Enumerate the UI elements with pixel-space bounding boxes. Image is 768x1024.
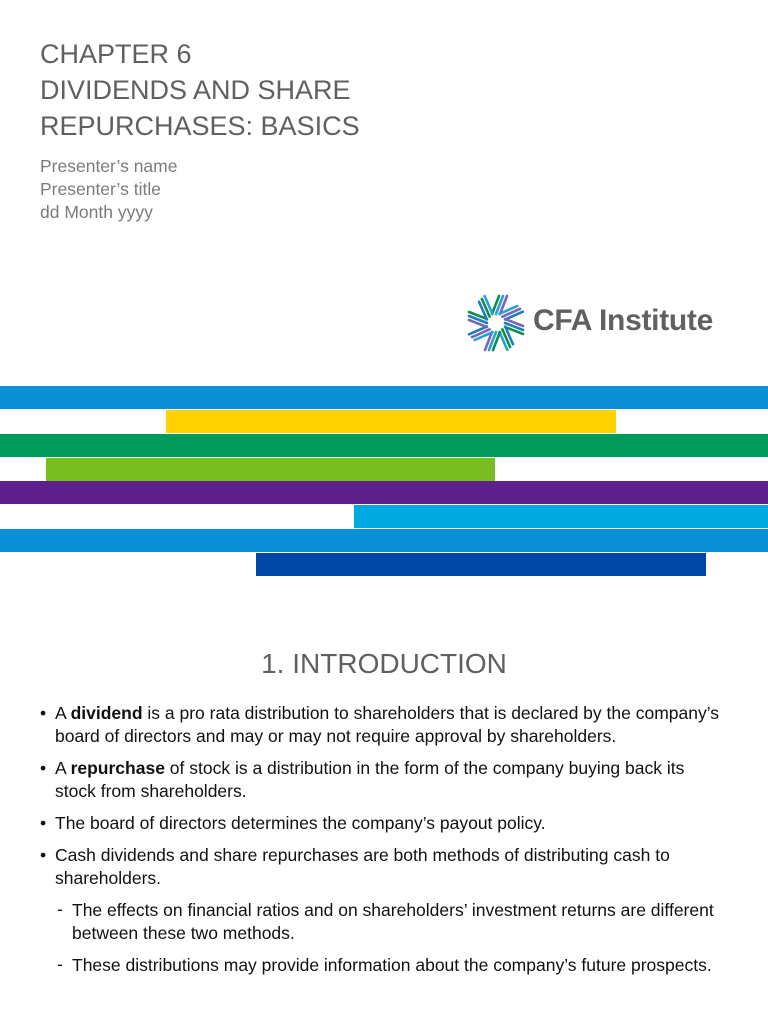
stripe-4 <box>46 458 495 481</box>
stripe-6 <box>354 505 768 528</box>
sub-bullet-information: - These distributions may provide information about the company’s future prospects. <box>57 954 712 975</box>
presenter-name: Presenter’s name <box>40 156 178 176</box>
bullet-mark: • <box>40 845 47 865</box>
bullet-repurchase: • A repurchase of stock is a distribution in the form of the company buying back its stock from shareholders. <box>40 758 685 801</box>
stripe-7 <box>0 529 768 552</box>
logo-text: CFA Institute <box>533 304 713 337</box>
bullet-mark: • <box>40 758 47 778</box>
presenter-title: Presenter’s title <box>40 179 161 199</box>
term-dividend: dividend <box>70 703 143 723</box>
bullet-cash-methods: • Cash dividends and share repurchases are both methods of distributing cash to shareholders. <box>40 845 670 888</box>
stripe-2 <box>166 410 616 433</box>
bullet-board: • The board of directors determines the company’s payout policy. <box>40 813 546 833</box>
presenter-info <box>40 155 177 224</box>
title-line-2: DIVIDENDS AND SHARE <box>40 75 351 105</box>
bullet-list <box>40 702 730 986</box>
bullet-dividend: • A dividend is a pro rata distribution to shareholders that is declared by the company’s board of directors and may or may not require approval by shareholders. <box>40 703 720 746</box>
bullet-mark: • <box>40 813 47 833</box>
stripe-1 <box>0 386 768 409</box>
bullet-mark: • <box>40 703 47 723</box>
sub-bullet-effects: - The effects on financial ratios and on shareholders’ investment returns are different between these two methods. <box>57 899 714 943</box>
title-line-3: REPURCHASES: BASICS <box>40 111 360 141</box>
chapter-title <box>40 36 360 144</box>
cfa-pinwheel-icon <box>466 292 526 354</box>
term-repurchase: repurchase <box>70 758 165 778</box>
cfa-institute-logo <box>466 292 736 354</box>
stripe-5 <box>0 481 768 504</box>
section-title: 1. INTRODUCTION <box>261 648 507 679</box>
sub-bullet-mark: - <box>57 899 63 919</box>
sub-bullet-mark: - <box>57 954 63 974</box>
title-line-1: CHAPTER 6 <box>40 39 192 69</box>
stripe-8 <box>256 553 706 576</box>
presentation-date: dd Month yyyy <box>40 202 153 222</box>
stripe-3 <box>0 434 768 457</box>
